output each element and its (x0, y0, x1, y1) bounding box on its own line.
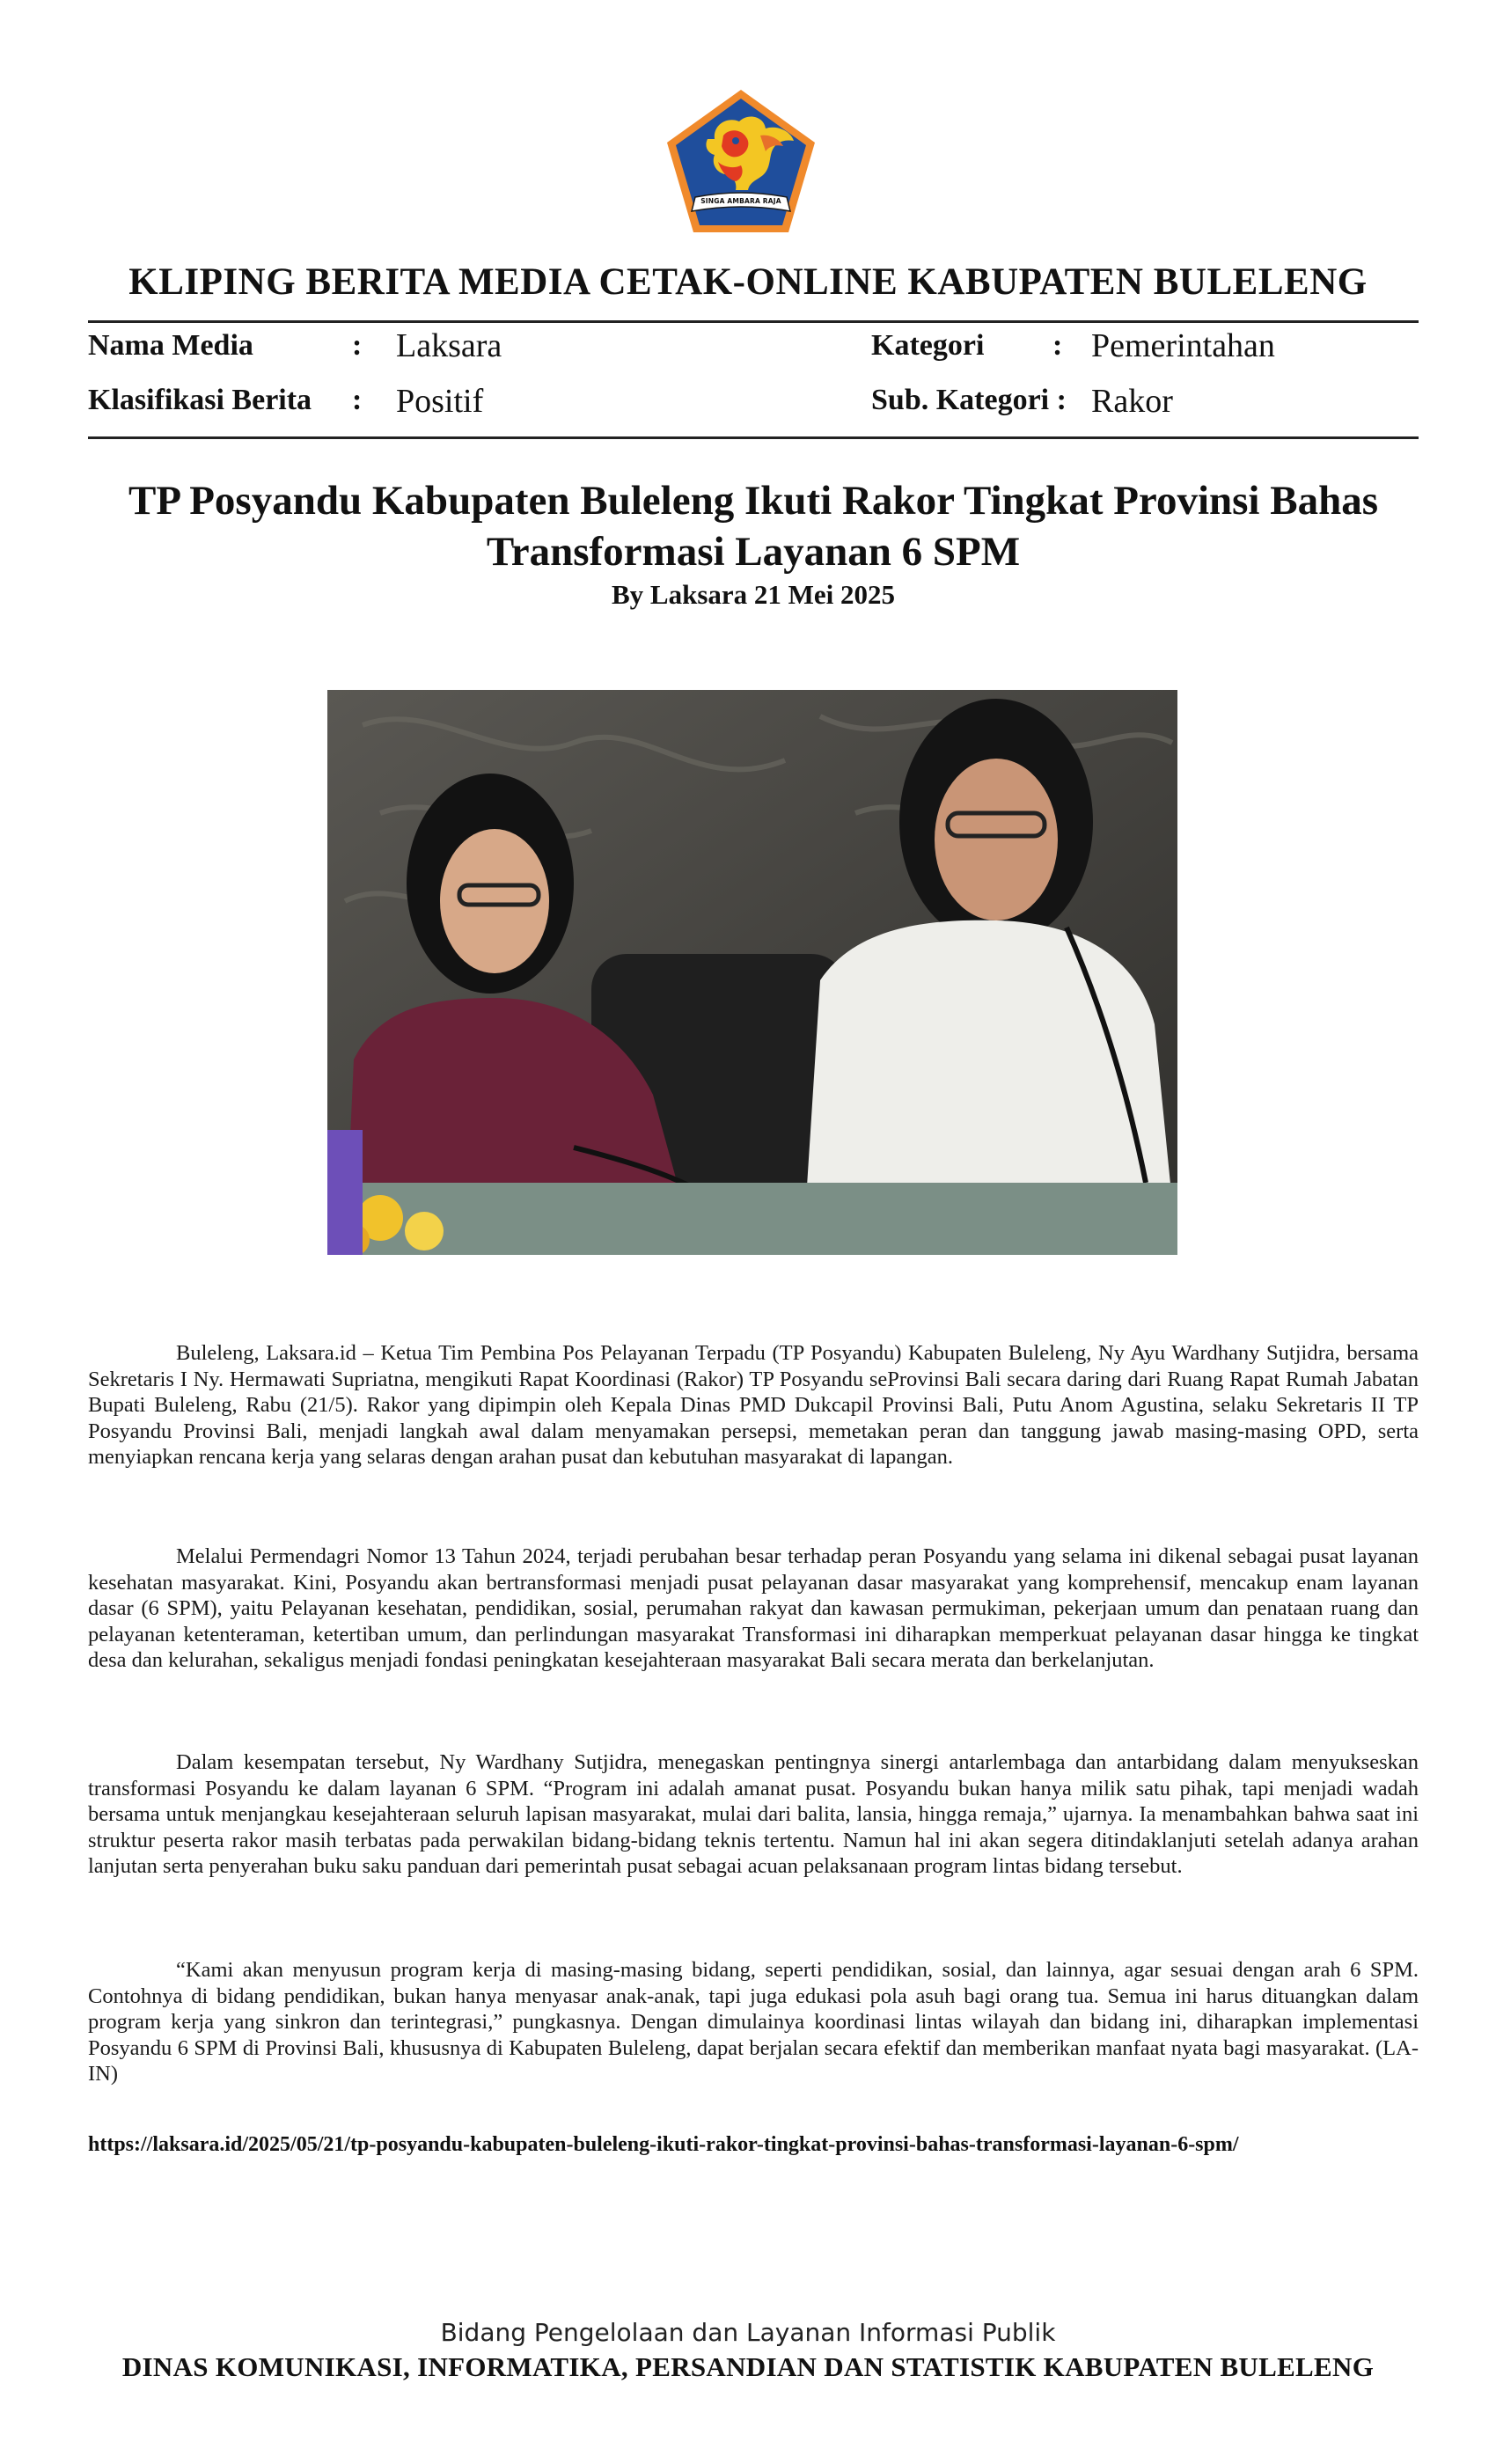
media-name-label: Nama Media (88, 329, 253, 362)
category-value: Pemerintahan (1091, 327, 1275, 364)
footer-division-name: Bidang Pengelolaan dan Layanan Informasi Publik (440, 2318, 1056, 2347)
header-divider-top (88, 320, 1419, 323)
article-photo (327, 690, 1177, 1255)
sub-category-value: Rakor (1091, 383, 1173, 420)
article-source-url[interactable]: https://laksara.id/2025/05/21/tp-posyandu-kabupaten-buleleng-ikuti-rakor-tingkat-provinsi-bahas-transformasi-layanan-6-spm/ (88, 2133, 1239, 2156)
news-classification-value: Positif (396, 383, 484, 420)
meeting-photo-illustration (327, 690, 1177, 1255)
category-label: Kategori (871, 329, 985, 362)
article-byline: By Laksara 21 Mei 2025 (611, 579, 896, 610)
category-colon: : (1052, 329, 1063, 362)
clipping-header-title: KLIPING BERITA MEDIA CETAK-ONLINE KABUPATEN BULELENG (128, 261, 1368, 303)
buleleng-emblem-logo (662, 86, 820, 236)
article-paragraph-3: Dalam kesempatan tersebut, Ny Wardhany Sutjidra, menegaskan pentingnya sinergi antarlembaga dan antarbidang dalam menyukseskan transformasi Posyandu ke dalam layanan 6 SPM. “Program ini adalah amanat pusat. Posyandu bukan hanya milik satu pihak, tapi menjadi wadah bersama untuk menjangkau kesejahteraan seluruh lapisan masyarakat, mulai dari balita, lansia, hingga remaja,” ujarnya. Ia menambahkan bahwa saat ini struktur peserta rakor masih terbatas pada perwakilan bidang-bidang teknis tertentu. Namun hal ini akan segera ditindaklanjuti setelah adanya arahan lanjutan serta penyerahan buku saku panduan dari pemerintah pusat sebagai acuan pelaksanaan program lintas bidang tersebut. (88, 1750, 1419, 1878)
headline-line-2: Transformasi Layanan 6 SPM (486, 529, 1021, 575)
news-classification-colon: : (352, 384, 363, 416)
article-paragraph-2: Melalui Permendagri Nomor 13 Tahun 2024, terjadi perubahan besar terhadap peran Posyandu yang selama ini dikenal sebagai pusat layanan kesehatan masyarakat. Kini, Posyandu akan bertransformasi menjadi pusat pelayanan dasar masyarakat yang komprehensif, mencakup enam layanan dasar (6 SPM), yaitu Pelayanan kesehatan, pendidikan, sosial, perumahan rakyat dan kawasan permukiman, pekerjaan umum dan penataan ruang dan pelayanan ketenteraman, ketertiban umum, dan perlindungan masyarakat Transformasi ini diharapkan memperkuat pelayanan dasar hingga ke tingkat desa dan kelurahan, sekaligus menjadi fondasi peningkatan kesejahteraan masyarakat Bali secara merata dan berkelanjutan. (88, 1544, 1419, 1672)
headline-line-1: TP Posyandu Kabupaten Buleleng Ikuti Rakor Tingkat Provinsi Bahas (128, 478, 1379, 524)
emblem-motto: SINGA AMBARA RAJA (700, 197, 781, 205)
header-divider-bottom (88, 436, 1419, 439)
news-classification-label: Klasifikasi Berita (88, 384, 312, 416)
footer-office-name: DINAS KOMUNIKASI, INFORMATIKA, PERSANDIAN DAN STATISTIK KABUPATEN BULELENG (121, 2351, 1375, 2382)
media-name-value: Laksara (396, 327, 502, 364)
article-headline (88, 475, 1419, 577)
article-paragraph-1: Buleleng, Laksara.id – Ketua Tim Pembina Pos Pelayanan Terpadu (TP Posyandu) Kabupaten Buleleng, Ny Ayu Wardhany Sutjidra, bersama Sekretaris I Ny. Hermawati Supriatna, mengikuti Rapat Koordinasi (Rakor) TP Posyandu seProvinsi Bali secara daring dari Ruang Rapat Rumah Jabatan Bupati Buleleng, Rabu (21/5). Rakor yang dipimpin oleh Kepala Dinas PMD Dukcapil Provinsi Bali, Putu Anom Agustina, selaku Sekretaris II TP Posyandu Provinsi Bali, menjadi langkah awal dalam menyamakan persepsi, memetakan peran dan tanggung jawab masing-masing OPD, serta menyiapkan rencana kerja yang selaras dengan arahan pusat dan kebutuhan masyarakat di lapangan. (88, 1341, 1419, 1469)
article-paragraph-4: “Kami akan menyusun program kerja di masing-masing bidang, seperti pendidikan, sosial, dan lainnya, agar sesuai dengan arah 6 SPM. Contohnya di bidang pendidikan, bukan hanya menyasar anak-anak, tapi juga edukasi pola asuh bagi orang tua. Semua ini harus dituangkan dalam program kerja yang sinkron dan terintegrasi,” pungkasnya. Dengan dimulainya koordinasi lintas wilayah dan bidang ini, diharapkan implementasi Posyandu 6 SPM di Provinsi Bali, khususnya di Kabupaten Buleleng, dapat berjalan secara efektif dan memberikan manfaat nyata bagi masyarakat. (LA-IN) (88, 1958, 1419, 2086)
buleleng-regency-emblem-icon (662, 86, 820, 236)
sub-category-label: Sub. Kategori : (871, 384, 1067, 416)
media-name-colon: : (352, 329, 363, 362)
